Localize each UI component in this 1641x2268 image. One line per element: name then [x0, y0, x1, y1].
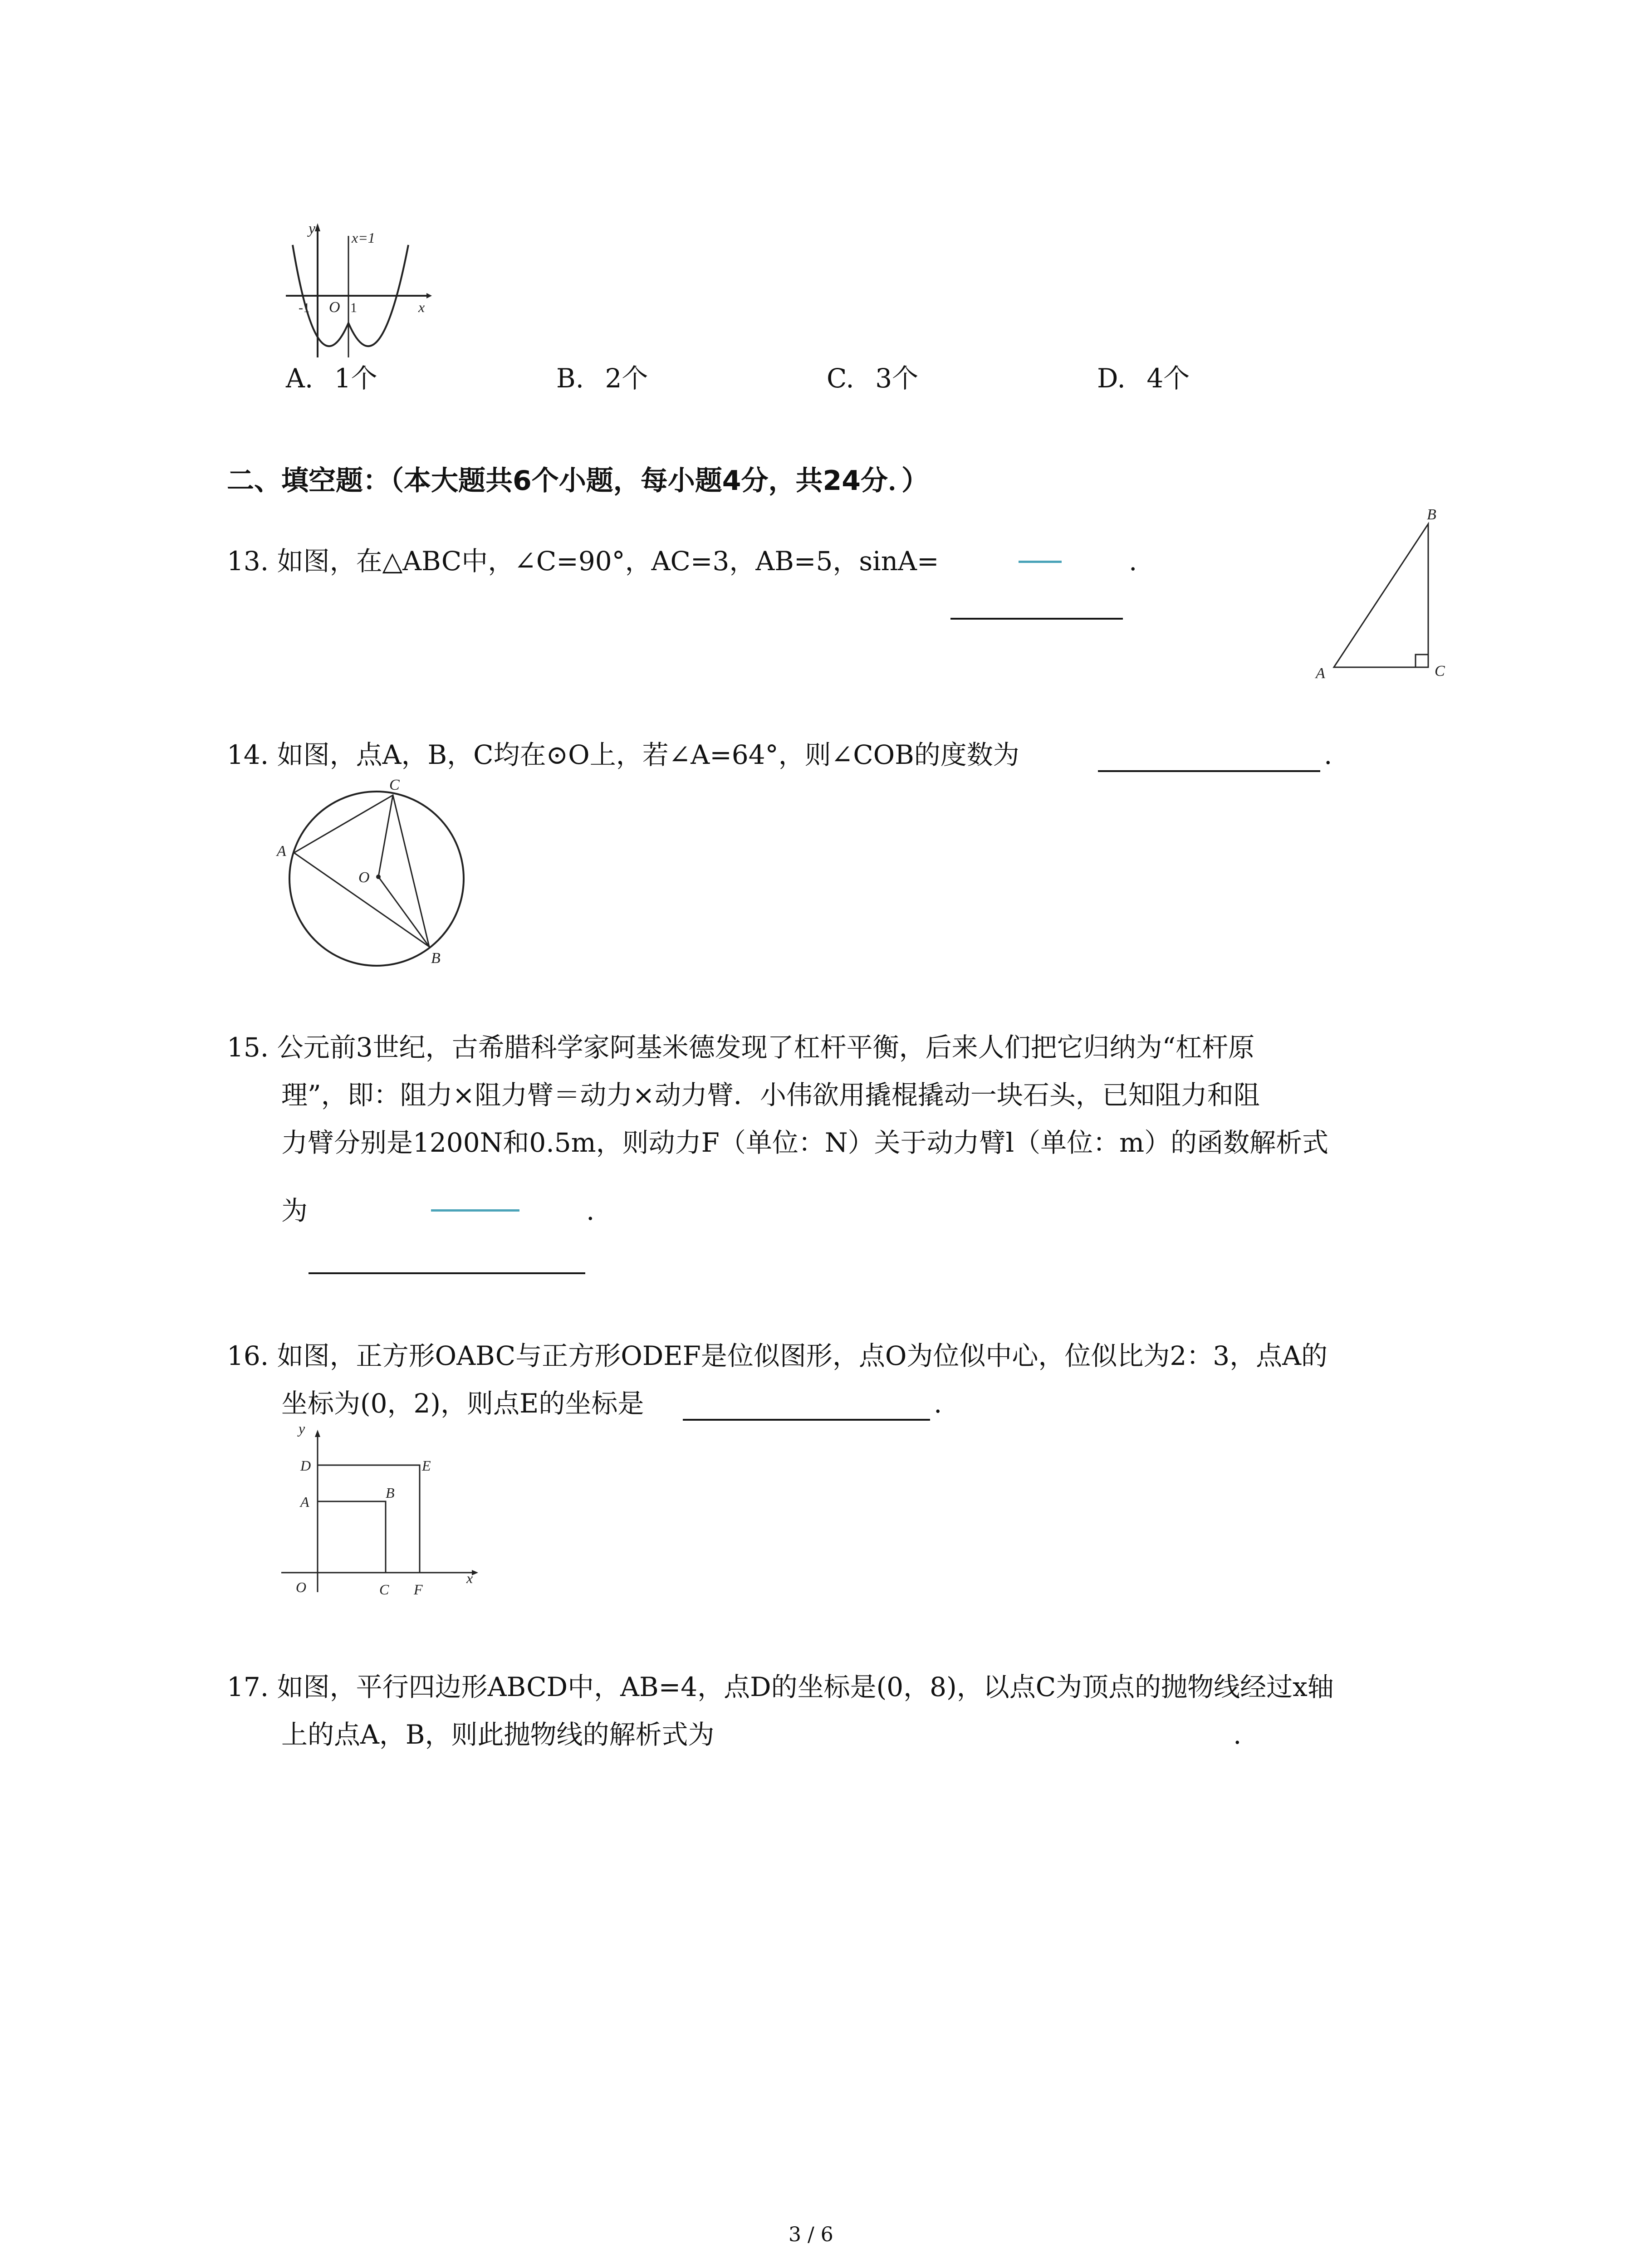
q12-graph-axis-eq: x=1	[352, 230, 375, 246]
q16-answer-blank[interactable]	[683, 1419, 930, 1421]
option-letter: C.	[827, 363, 854, 394]
option-letter: B.	[556, 363, 584, 394]
q16-label-b: B	[386, 1485, 395, 1501]
q16-label-a: A	[300, 1494, 309, 1510]
q12-graph-one: 1	[350, 300, 357, 315]
q13-label-b: B	[1427, 506, 1436, 523]
q13-text: 13. 如图，在△ABC中，∠C=90°，AC=3，AB=5，sinA=	[227, 546, 939, 577]
q16-line2: 坐标为(0，2)，则点E的坐标是	[281, 1388, 644, 1419]
q12-option-a[interactable]	[286, 363, 377, 394]
q16-line1: 16. 如图，正方形OABC与正方形ODEF是位似图形，点O为位似中心，位似比为2：3，点A的	[227, 1340, 1328, 1371]
q15-line2: 理”，即：阻力×阻力臂＝动力×动力臂．小伟欲用撬棍撬动一块石头，已知阻力和阻	[281, 1080, 1260, 1110]
q16-squares-diagram	[272, 1420, 490, 1606]
option-letter: A.	[286, 363, 314, 394]
q13-answer-mark	[1019, 561, 1062, 563]
q13-label-a: A	[1316, 665, 1325, 682]
q13-answer-blank[interactable]	[950, 618, 1123, 620]
q12-graph-y-label: y	[309, 220, 316, 237]
q12-option-d[interactable]	[1097, 363, 1190, 394]
q12-option-b[interactable]	[556, 363, 648, 394]
q16-label-y: y	[299, 1420, 305, 1437]
q16-label-e: E	[422, 1457, 431, 1474]
q15-answer-mark	[431, 1209, 519, 1212]
q14-label-b: B	[431, 950, 441, 967]
q15-line4: 为	[281, 1195, 308, 1226]
q14-circle-diagram	[268, 773, 476, 973]
q15-answer-blank[interactable]	[309, 1272, 585, 1274]
q12-graph-origin: O	[329, 299, 340, 316]
q14-label-c: C	[389, 777, 400, 793]
q14-label-a: A	[277, 843, 286, 860]
option-text: 2个	[605, 363, 648, 394]
q15-line3: 力臂分别是1200N和0.5m，则动力F（单位：N）关于动力臂l（单位：m）的函数解析式	[281, 1127, 1329, 1158]
q16-label-c: C	[379, 1581, 389, 1598]
q14-end-period: .	[1324, 739, 1332, 770]
q17-end-period: .	[1233, 1719, 1242, 1750]
q13-label-c: C	[1435, 663, 1445, 679]
section-heading: 二、填空题：（本大题共6个小题，每小题4分，共24分．）	[227, 465, 929, 497]
q14-answer-blank[interactable]	[1098, 770, 1320, 772]
q12-parabola-graph	[272, 213, 445, 363]
page-number: 3 / 6	[789, 2223, 833, 2246]
q16-label-o: O	[296, 1579, 307, 1595]
q16-end-period: .	[934, 1388, 942, 1419]
q16-label-d: D	[300, 1457, 311, 1474]
q15-end-period: .	[586, 1195, 595, 1226]
q13-triangle-diagram	[1307, 501, 1461, 683]
q16-label-f: F	[414, 1581, 423, 1598]
option-text: 1个	[334, 363, 377, 394]
q16-label-x: x	[466, 1570, 473, 1586]
q17-line2: 上的点A，B，则此抛物线的解析式为	[281, 1719, 715, 1750]
q14-text: 14. 如图，点A，B，C均在⊙O上，若∠A=64°，则∠COB的度数为	[227, 739, 1019, 770]
option-text: 3个	[875, 363, 919, 394]
q15-line1: 15. 公元前3世纪，古希腊科学家阿基米德发现了杠杆平衡，后来人们把它归纳为“杠杆原	[227, 1032, 1255, 1063]
q17-line1: 17. 如图，平行四边形ABCD中，AB=4，点D的坐标是(0，8)，以点C为顶点的抛物线经过x轴	[227, 1672, 1334, 1702]
q13-end-period: .	[1129, 546, 1137, 577]
q14-label-o: O	[358, 869, 370, 886]
q12-graph-neg1: -1	[299, 300, 310, 315]
option-text: 4个	[1146, 363, 1190, 394]
q12-option-c[interactable]	[827, 363, 919, 394]
option-letter: D.	[1097, 363, 1126, 394]
q12-graph-x-label: x	[418, 299, 425, 315]
